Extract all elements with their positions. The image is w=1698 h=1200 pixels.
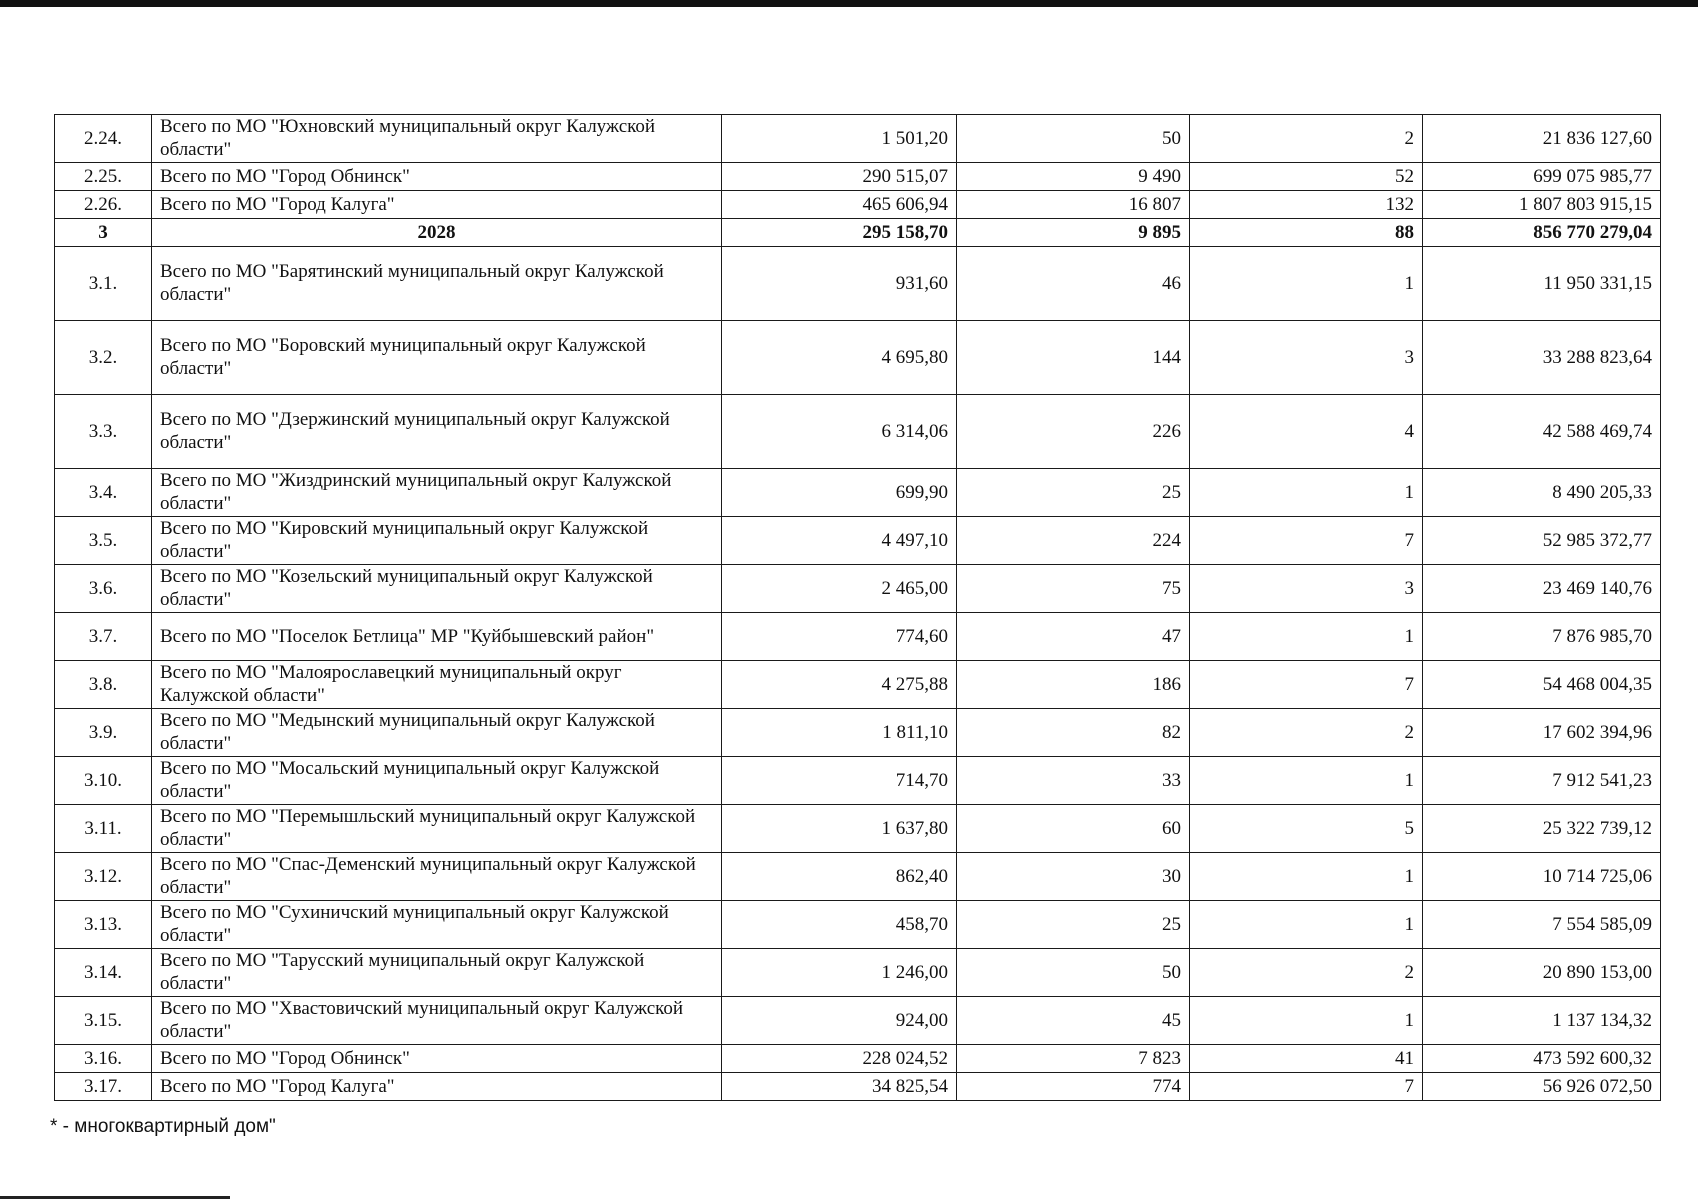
cost-cell: 8 490 205,33 [1423,469,1661,517]
area-cell: 1 637,80 [722,805,957,853]
municipality-name-cell: Всего по МО "Спас-Деменский муниципальный округ Калужской области" [152,853,722,901]
area-cell: 4 695,80 [722,321,957,395]
houses-count-cell: 7 [1190,1073,1423,1101]
houses-count-cell: 2 [1190,709,1423,757]
municipality-name-cell: Всего по МО "Мосальский муниципальный округ Калужской области" [152,757,722,805]
area-cell: 1 246,00 [722,949,957,997]
row-number-cell: 3 [55,219,152,247]
area-cell: 295 158,70 [722,219,957,247]
houses-count-cell: 4 [1190,395,1423,469]
residents-cell: 30 [957,853,1190,901]
cost-cell: 1 807 803 915,15 [1423,191,1661,219]
cost-cell: 856 770 279,04 [1423,219,1661,247]
table-row [55,469,1661,517]
area-cell: 1 811,10 [722,709,957,757]
residents-cell: 144 [957,321,1190,395]
residents-cell: 7 823 [957,1045,1190,1073]
row-number-cell: 3.16. [55,1045,152,1073]
row-number-cell: 2.25. [55,163,152,191]
table-row [55,661,1661,709]
area-cell: 6 314,06 [722,395,957,469]
cost-cell: 1 137 134,32 [1423,997,1661,1045]
area-cell: 931,60 [722,247,957,321]
cost-cell: 7 912 541,23 [1423,757,1661,805]
table-row [55,565,1661,613]
row-number-cell: 3.15. [55,997,152,1045]
table-row [55,853,1661,901]
table-row [55,997,1661,1045]
row-number-cell: 3.9. [55,709,152,757]
houses-count-cell: 1 [1190,613,1423,661]
houses-count-cell: 5 [1190,805,1423,853]
bottom-rule [0,1196,230,1199]
cost-cell: 17 602 394,96 [1423,709,1661,757]
cost-cell: 25 322 739,12 [1423,805,1661,853]
area-cell: 465 606,94 [722,191,957,219]
table-row [55,163,1661,191]
houses-count-cell: 7 [1190,661,1423,709]
row-number-cell: 3.2. [55,321,152,395]
row-number-cell: 3.12. [55,853,152,901]
municipality-name-cell: Всего по МО "Боровский муниципальный округ Калужской области" [152,321,722,395]
table-row [55,395,1661,469]
area-cell: 4 275,88 [722,661,957,709]
row-number-cell: 3.5. [55,517,152,565]
cost-cell: 21 836 127,60 [1423,115,1661,163]
municipality-name-cell: Всего по МО "Город Обнинск" [152,163,722,191]
houses-count-cell: 1 [1190,997,1423,1045]
residents-cell: 226 [957,395,1190,469]
houses-count-cell: 132 [1190,191,1423,219]
row-number-cell: 3.10. [55,757,152,805]
row-number-cell: 2.26. [55,191,152,219]
cost-cell: 11 950 331,15 [1423,247,1661,321]
municipality-name-cell: 2028 [152,219,722,247]
residents-cell: 75 [957,565,1190,613]
row-number-cell: 3.13. [55,901,152,949]
cost-cell: 699 075 985,77 [1423,163,1661,191]
table-row [55,709,1661,757]
residents-cell: 50 [957,949,1190,997]
houses-count-cell: 1 [1190,247,1423,321]
area-cell: 699,90 [722,469,957,517]
municipality-name-cell: Всего по МО "Сухиничский муниципальный округ Калужской области" [152,901,722,949]
residents-cell: 9 895 [957,219,1190,247]
table-row [55,805,1661,853]
residents-cell: 25 [957,901,1190,949]
houses-count-cell: 3 [1190,565,1423,613]
table-row [55,613,1661,661]
cost-cell: 23 469 140,76 [1423,565,1661,613]
table-row [55,517,1661,565]
municipality-name-cell: Всего по МО "Юхновский муниципальный округ Калужской области" [152,115,722,163]
houses-count-cell: 1 [1190,757,1423,805]
municipality-name-cell: Всего по МО "Город Калуга" [152,1073,722,1101]
residents-cell: 16 807 [957,191,1190,219]
municipality-name-cell: Всего по МО "Жиздринский муниципальный округ Калужской области" [152,469,722,517]
cost-cell: 473 592 600,32 [1423,1045,1661,1073]
municipality-name-cell: Всего по МО "Кировский муниципальный округ Калужской области" [152,517,722,565]
municipality-name-cell: Всего по МО "Барятинский муниципальный округ Калужской области" [152,247,722,321]
row-number-cell: 3.8. [55,661,152,709]
table-row [55,901,1661,949]
residents-cell: 50 [957,115,1190,163]
cost-cell: 33 288 823,64 [1423,321,1661,395]
houses-count-cell: 1 [1190,901,1423,949]
residents-cell: 9 490 [957,163,1190,191]
cost-cell: 10 714 725,06 [1423,853,1661,901]
area-cell: 228 024,52 [722,1045,957,1073]
table-row [55,191,1661,219]
cost-cell: 42 588 469,74 [1423,395,1661,469]
table-total-row [55,219,1661,247]
residents-cell: 33 [957,757,1190,805]
row-number-cell: 3.7. [55,613,152,661]
municipality-name-cell: Всего по МО "Тарусский муниципальный округ Калужской области" [152,949,722,997]
cost-cell: 52 985 372,77 [1423,517,1661,565]
municipality-name-cell: Всего по МО "Хвастовичский муниципальный округ Калужской области" [152,997,722,1045]
residents-cell: 45 [957,997,1190,1045]
houses-count-cell: 7 [1190,517,1423,565]
area-cell: 862,40 [722,853,957,901]
residents-cell: 47 [957,613,1190,661]
cost-cell: 20 890 153,00 [1423,949,1661,997]
row-number-cell: 3.17. [55,1073,152,1101]
residents-cell: 46 [957,247,1190,321]
cost-cell: 7 876 985,70 [1423,613,1661,661]
row-number-cell: 3.3. [55,395,152,469]
cost-cell: 7 554 585,09 [1423,901,1661,949]
residents-cell: 25 [957,469,1190,517]
cost-cell: 54 468 004,35 [1423,661,1661,709]
table-row [55,1045,1661,1073]
houses-count-cell: 52 [1190,163,1423,191]
area-cell: 4 497,10 [722,517,957,565]
footnote: * - многоквартирный дом" [50,1116,276,1137]
houses-count-cell: 2 [1190,949,1423,997]
municipality-name-cell: Всего по МО "Малоярославецкий муниципальный округ Калужской области" [152,661,722,709]
houses-count-cell: 1 [1190,469,1423,517]
residents-cell: 224 [957,517,1190,565]
municipality-name-cell: Всего по МО "Поселок Бетлица" МР "Куйбышевский район" [152,613,722,661]
municipality-name-cell: Всего по МО "Медынский муниципальный округ Калужской области" [152,709,722,757]
row-number-cell: 2.24. [55,115,152,163]
municipality-name-cell: Всего по МО "Город Калуга" [152,191,722,219]
row-number-cell: 3.4. [55,469,152,517]
table-row [55,247,1661,321]
table-row [55,321,1661,395]
area-cell: 1 501,20 [722,115,957,163]
row-number-cell: 3.6. [55,565,152,613]
table-row [55,949,1661,997]
residents-cell: 82 [957,709,1190,757]
row-number-cell: 3.14. [55,949,152,997]
houses-count-cell: 3 [1190,321,1423,395]
houses-count-cell: 88 [1190,219,1423,247]
area-cell: 2 465,00 [722,565,957,613]
area-cell: 290 515,07 [722,163,957,191]
municipality-name-cell: Всего по МО "Город Обнинск" [152,1045,722,1073]
cost-cell: 56 926 072,50 [1423,1073,1661,1101]
table-row [55,757,1661,805]
houses-count-cell: 1 [1190,853,1423,901]
municipality-name-cell: Всего по МО "Дзержинский муниципальный округ Калужской области" [152,395,722,469]
residents-cell: 774 [957,1073,1190,1101]
residents-cell: 60 [957,805,1190,853]
registry-table [54,114,1661,1101]
table-row [55,1073,1661,1101]
area-cell: 34 825,54 [722,1073,957,1101]
municipality-name-cell: Всего по МО "Козельский муниципальный округ Калужской области" [152,565,722,613]
area-cell: 774,60 [722,613,957,661]
page-top-border [0,0,1698,7]
residents-cell: 186 [957,661,1190,709]
area-cell: 714,70 [722,757,957,805]
row-number-cell: 3.1. [55,247,152,321]
row-number-cell: 3.11. [55,805,152,853]
municipality-name-cell: Всего по МО "Перемышльский муниципальный округ Калужской области" [152,805,722,853]
area-cell: 924,00 [722,997,957,1045]
houses-count-cell: 41 [1190,1045,1423,1073]
registry-table-body [55,115,1661,1101]
table-row [55,115,1661,163]
area-cell: 458,70 [722,901,957,949]
houses-count-cell: 2 [1190,115,1423,163]
